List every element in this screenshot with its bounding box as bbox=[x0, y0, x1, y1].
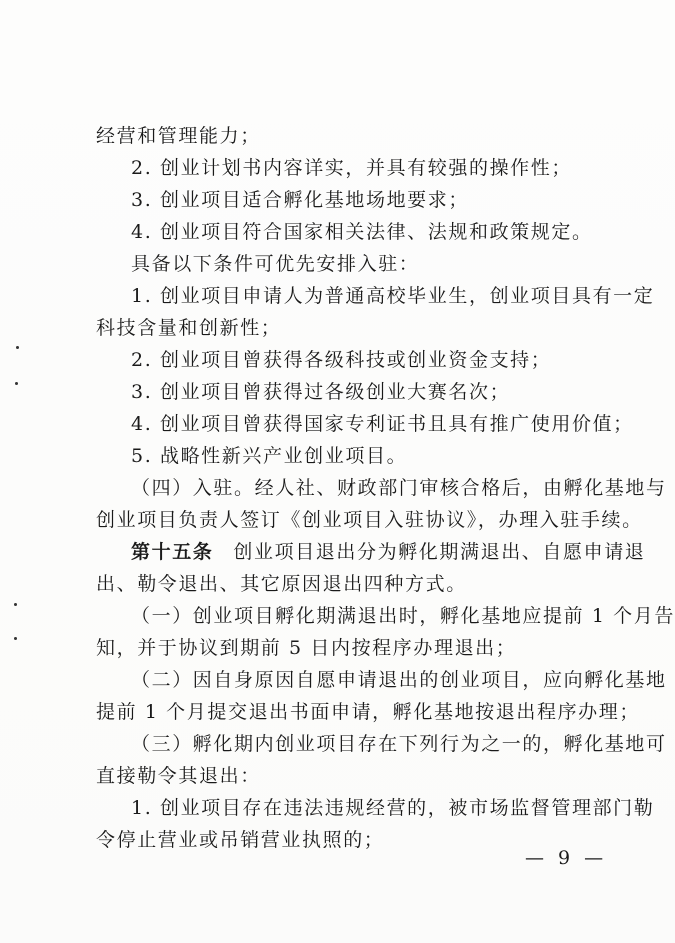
text-line: （四）入驻。经人社、财政部门审核合格后，由孵化基地与 bbox=[131, 477, 667, 499]
scan-speck bbox=[14, 637, 17, 640]
text-line: 令停止营业或吊销营业执照的； bbox=[96, 829, 385, 851]
text-line: （三）孵化期内创业项目存在下列行为之一的，孵化基地可 bbox=[131, 733, 667, 755]
text-line: 1. 创业项目申请人为普通高校毕业生，创业项目具有一定 bbox=[131, 285, 655, 307]
article-15-title: 第十五条 bbox=[131, 541, 214, 563]
text-line: 3. 创业项目曾获得过各级创业大赛名次； bbox=[131, 381, 511, 403]
text-line: 具备以下条件可优先安排入驻： bbox=[131, 253, 420, 275]
text-line: 知，并于协议到期前 5 日内按程序办理退出； bbox=[96, 637, 517, 659]
text-line: 4. 创业项目符合国家相关法律、法规和政策规定。 bbox=[131, 221, 593, 243]
text-line: 提前 1 个月提交退出书面申请，孵化基地按退出程序办理； bbox=[96, 701, 640, 723]
article-15-line bbox=[0, 540, 675, 564]
text-line: 5. 战略性新兴产业创业项目。 bbox=[131, 445, 408, 467]
text-line: 2. 创业计划书内容详实，并具有较强的操作性； bbox=[131, 157, 572, 179]
text-line: 科技含量和创新性； bbox=[96, 317, 282, 339]
article-15-text: 创业项目退出分为孵化期满退出、自愿申请退 bbox=[233, 541, 646, 563]
scan-speck bbox=[16, 346, 19, 349]
text-line: （一）创业项目孵化期满退出时，孵化基地应提前 1 个月告 bbox=[131, 605, 675, 627]
text-line: 4. 创业项目曾获得国家专利证书且具有推广使用价值； bbox=[131, 413, 634, 435]
text-line: 2. 创业项目曾获得各级科技或创业资金支持； bbox=[131, 349, 552, 371]
text-line: 3. 创业项目适合孵化基地场地要求； bbox=[131, 189, 469, 211]
text-line: 经营和管理能力； bbox=[96, 125, 261, 147]
text-line: 直接勒令其退出： bbox=[96, 765, 261, 787]
page-number: — 9 — bbox=[525, 847, 608, 869]
text-line: 1. 创业项目存在违法违规经营的，被市场监督管理部门勒 bbox=[131, 797, 655, 819]
scan-speck bbox=[15, 382, 18, 385]
scan-speck bbox=[14, 603, 17, 606]
text-line: 出、勒令退出、其它原因退出四种方式。 bbox=[96, 573, 467, 595]
text-line: （二）因自身原因自愿申请退出的创业项目，应向孵化基地 bbox=[131, 669, 667, 691]
text-line: 创业项目负责人签订《创业项目入驻协议》，办理入驻手续。 bbox=[96, 509, 643, 531]
